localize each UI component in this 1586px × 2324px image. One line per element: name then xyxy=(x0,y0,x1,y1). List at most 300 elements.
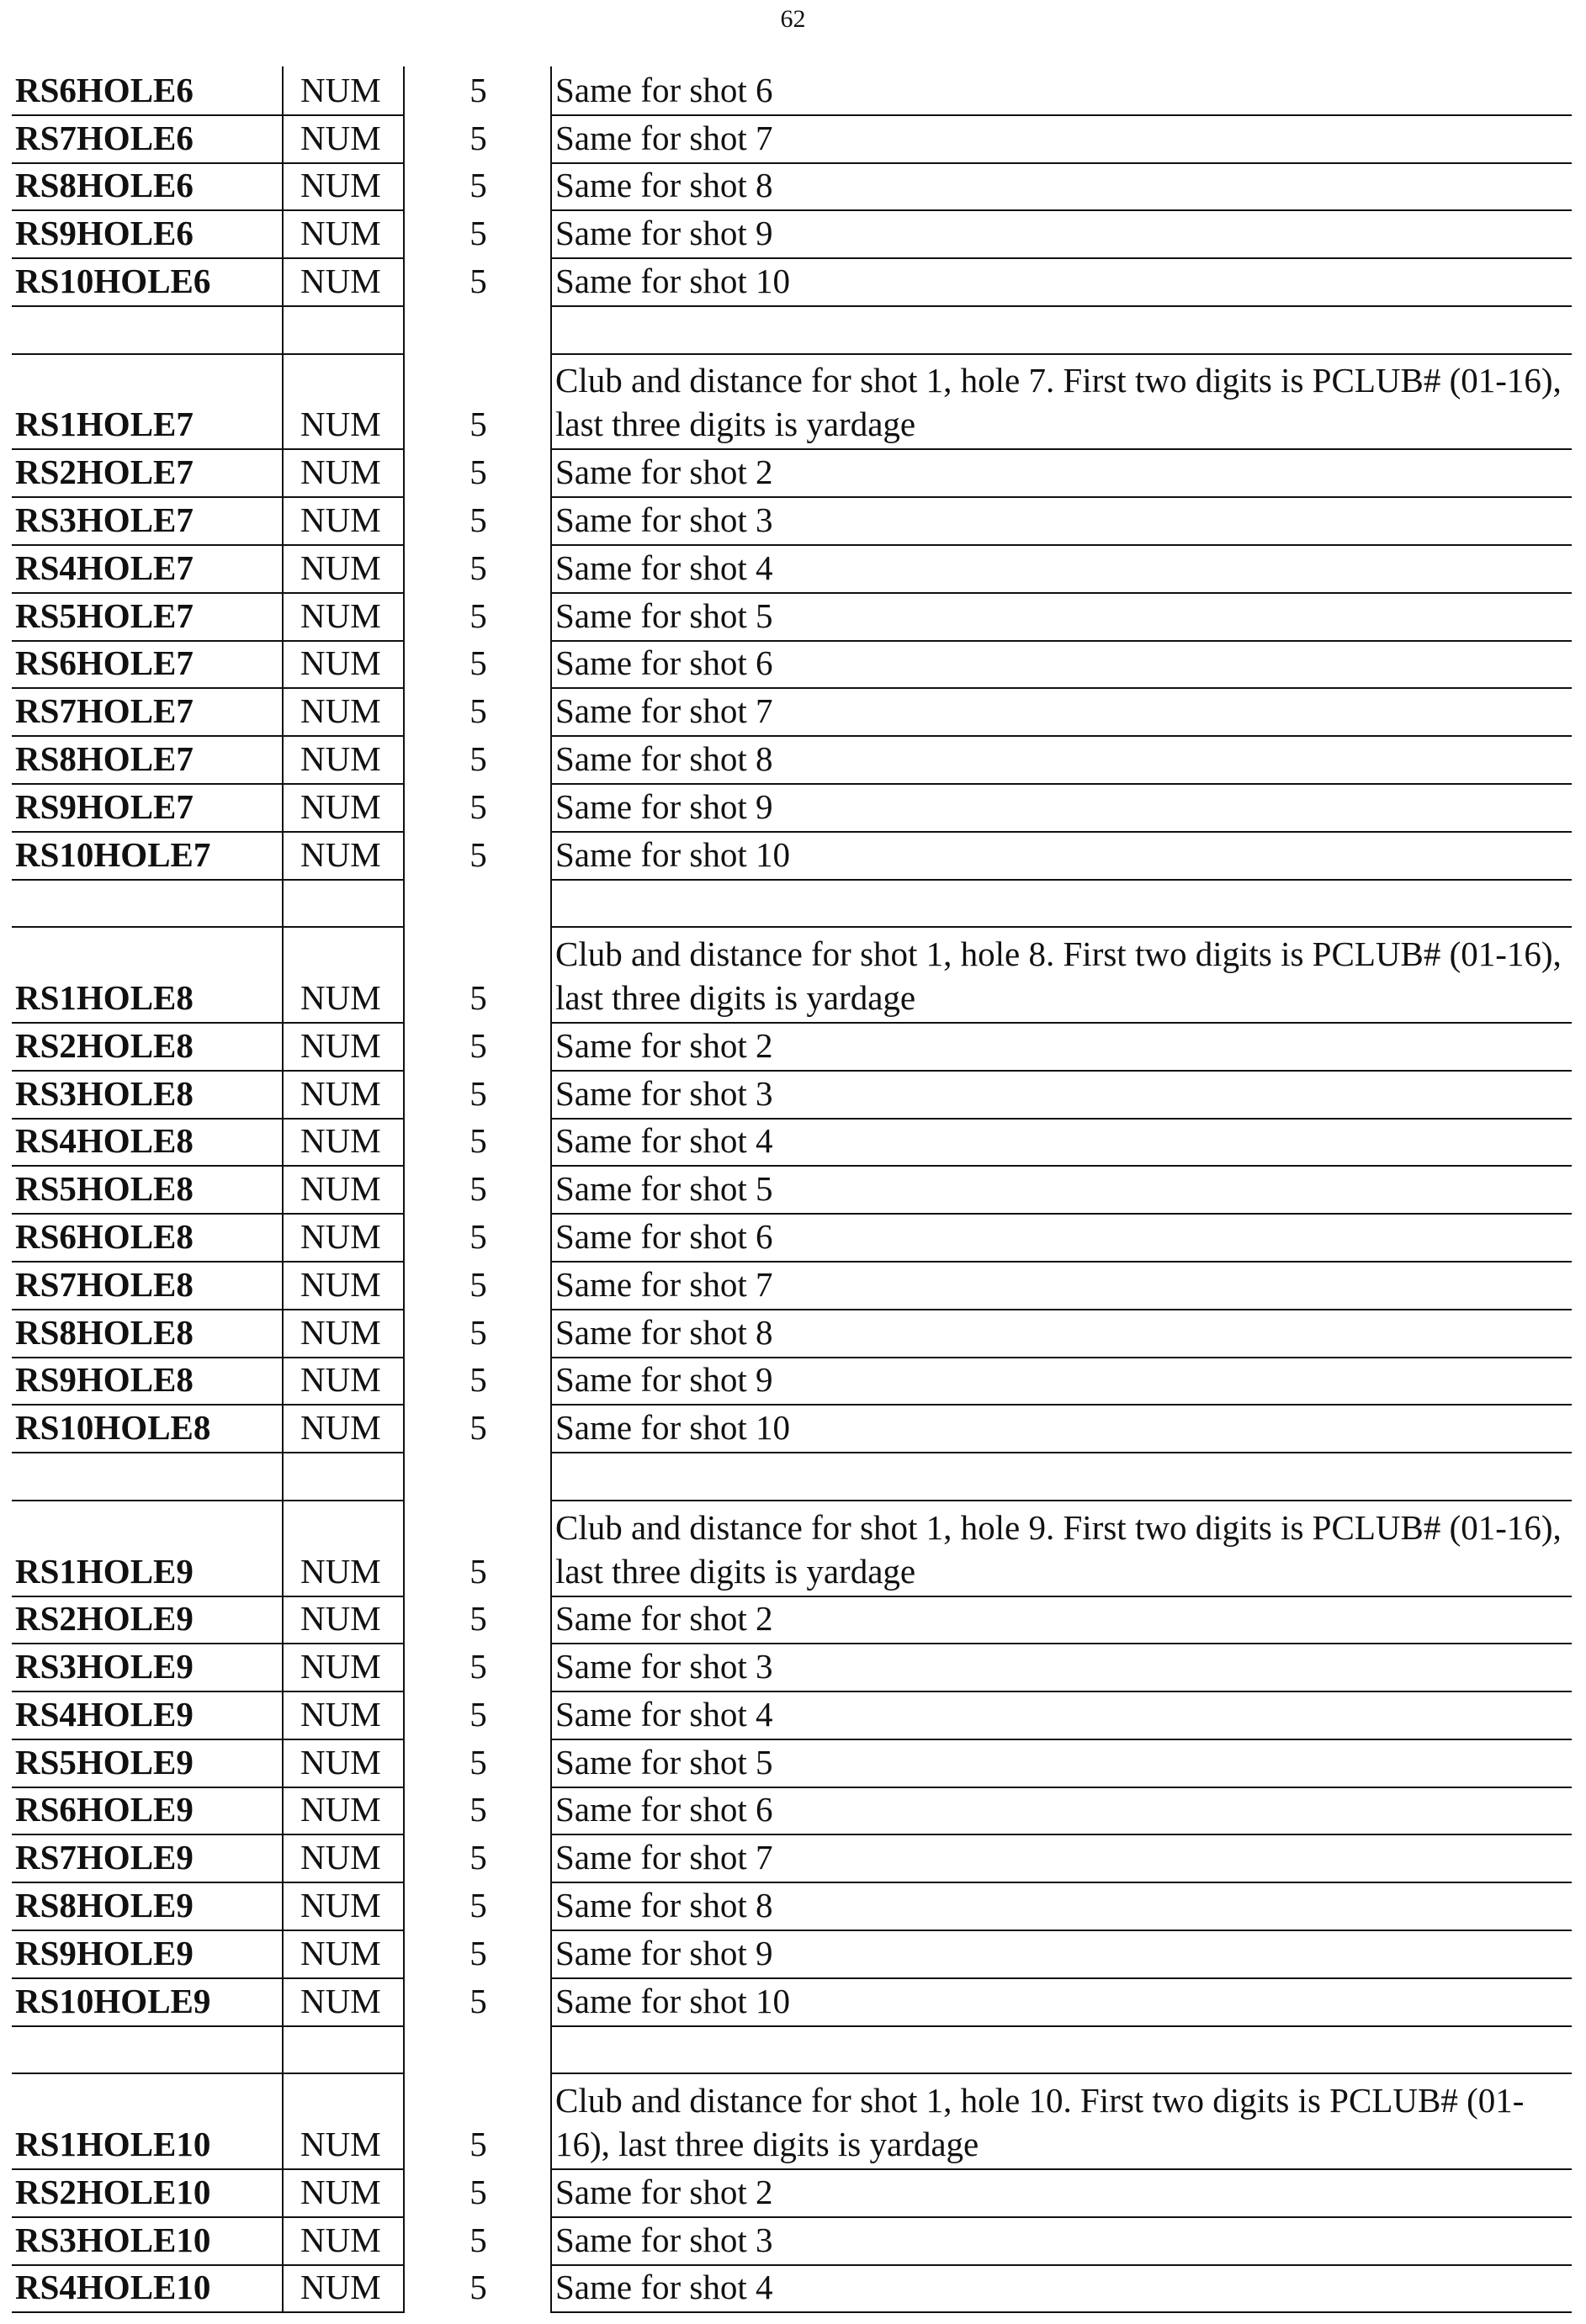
field-name-cell xyxy=(12,2073,282,2170)
type-cell xyxy=(282,1357,405,1406)
table-row xyxy=(12,209,1570,257)
field-name-cell xyxy=(12,1452,282,1501)
description-cell-text: Club and distance for shot 1, hole 8. First two digits is PCLUB# (01-16), last three digits is yardage xyxy=(555,934,1562,1017)
description-cell xyxy=(550,496,1572,546)
type-cell xyxy=(282,1118,405,1167)
length-cell-text: 5 xyxy=(469,834,487,874)
type-cell-text: NUM xyxy=(300,834,381,874)
table-row xyxy=(12,1787,1570,1834)
type-cell-text: NUM xyxy=(300,1073,381,1113)
length-cell-text: 5 xyxy=(469,1742,487,1781)
field-name-cell xyxy=(12,1213,282,1263)
field-name-cell-text: RS2HOLE7 xyxy=(15,453,194,492)
field-name-cell-text: RS4HOLE9 xyxy=(15,1694,194,1734)
length-cell xyxy=(403,1596,552,1644)
length-cell xyxy=(403,1643,552,1691)
type-cell xyxy=(282,114,405,164)
length-cell-text: 5 xyxy=(469,1694,487,1734)
type-cell xyxy=(282,2216,405,2266)
length-cell xyxy=(403,1261,552,1309)
description-cell xyxy=(550,209,1572,259)
length-cell-text: 5 xyxy=(469,2172,487,2211)
field-name-cell xyxy=(12,926,282,1024)
description-cell-text: Same for shot 7 xyxy=(555,1264,773,1304)
description-cell xyxy=(550,1213,1572,1263)
type-cell xyxy=(282,2168,405,2218)
description-cell-text: Same for shot 2 xyxy=(555,1599,773,1638)
description-cell-text: Same for shot 7 xyxy=(555,691,773,731)
field-name-cell-text: RS8HOLE8 xyxy=(15,1312,194,1352)
field-name-cell xyxy=(12,1787,282,1836)
length-cell-text: 5 xyxy=(469,1886,487,1925)
description-cell-text: Same for shot 9 xyxy=(555,1360,773,1400)
description-cell xyxy=(550,2264,1572,2314)
length-cell-text: 5 xyxy=(469,738,487,778)
description-cell-text: Same for shot 2 xyxy=(555,2172,773,2211)
spacer-row xyxy=(12,2025,1570,2073)
description-cell-text: Same for shot 9 xyxy=(555,786,773,826)
type-cell-text: NUM xyxy=(300,2125,381,2164)
page-number: 62 xyxy=(780,5,806,33)
description-cell-text: Same for shot 5 xyxy=(555,1169,773,1209)
description-cell xyxy=(550,353,1572,451)
table-row xyxy=(12,1261,1570,1309)
type-cell-text: NUM xyxy=(300,405,381,444)
description-cell xyxy=(550,1070,1572,1120)
field-name-cell xyxy=(12,735,282,785)
description-cell xyxy=(550,305,1572,355)
description-cell xyxy=(550,544,1572,594)
type-cell-text: NUM xyxy=(300,1312,381,1352)
description-cell-text: Club and distance for shot 1, hole 7. First two digits is PCLUB# (01-16), last three digits is yardage xyxy=(555,361,1562,444)
field-name-cell-text: RS6HOLE8 xyxy=(15,1216,194,1256)
table-row xyxy=(12,926,1570,1022)
table-row xyxy=(12,783,1570,831)
type-cell xyxy=(282,926,405,1024)
type-cell xyxy=(282,544,405,594)
field-name-cell xyxy=(12,448,282,498)
table-row xyxy=(12,2216,1570,2264)
description-cell xyxy=(550,66,1572,116)
field-name-cell xyxy=(12,257,282,307)
field-name-cell-text: RS7HOLE8 xyxy=(15,1264,194,1304)
type-cell xyxy=(282,496,405,546)
table-row xyxy=(12,257,1570,305)
field-name-cell xyxy=(12,353,282,451)
length-cell-text: 5 xyxy=(469,548,487,587)
description-cell xyxy=(550,1643,1572,1692)
length-cell-text: 5 xyxy=(469,1264,487,1304)
table-row xyxy=(12,1070,1570,1118)
description-cell-text: Same for shot 10 xyxy=(555,261,790,300)
description-cell-text: Same for shot 3 xyxy=(555,1647,773,1686)
length-cell xyxy=(403,1500,552,1596)
field-name-cell xyxy=(12,209,282,259)
type-cell xyxy=(282,735,405,785)
spacer-row xyxy=(12,879,1570,927)
table-row xyxy=(12,1930,1570,1977)
length-cell xyxy=(403,735,552,783)
length-cell-text: 5 xyxy=(469,1312,487,1352)
type-cell-text: NUM xyxy=(300,500,381,539)
table-row xyxy=(12,1977,1570,2025)
type-cell-text: NUM xyxy=(300,786,381,826)
field-name-cell-text: RS3HOLE8 xyxy=(15,1073,194,1113)
field-name-cell xyxy=(12,1357,282,1406)
table-row xyxy=(12,1118,1570,1166)
field-name-cell xyxy=(12,2025,282,2075)
description-cell xyxy=(550,783,1572,833)
type-cell xyxy=(282,592,405,642)
type-cell xyxy=(282,1643,405,1692)
table-row xyxy=(12,1165,1570,1213)
description-cell-text: Same for shot 10 xyxy=(555,1408,790,1448)
type-cell-text: NUM xyxy=(300,214,381,253)
type-cell-text: NUM xyxy=(300,1838,381,1877)
type-cell xyxy=(282,2025,405,2075)
type-cell-text: NUM xyxy=(300,1790,381,1829)
field-name-cell xyxy=(12,1691,282,1740)
type-cell xyxy=(282,1930,405,1979)
length-cell xyxy=(403,114,552,162)
length-cell-text: 5 xyxy=(469,786,487,826)
table-row xyxy=(12,2073,1570,2168)
field-name-cell-text: RS1HOLE10 xyxy=(15,2125,211,2164)
description-cell xyxy=(550,1930,1572,1979)
table-row xyxy=(12,1739,1570,1787)
description-cell-text: Same for shot 7 xyxy=(555,118,773,157)
length-cell-text: 5 xyxy=(469,1933,487,1972)
field-name-cell-text: RS4HOLE10 xyxy=(15,2268,211,2307)
length-cell xyxy=(403,1404,552,1452)
description-cell-text: Same for shot 3 xyxy=(555,500,773,539)
description-cell xyxy=(550,162,1572,212)
type-cell-text: NUM xyxy=(300,1408,381,1448)
field-name-cell xyxy=(12,1643,282,1692)
type-cell-text: NUM xyxy=(300,261,381,300)
length-cell-text: 5 xyxy=(469,1551,487,1591)
description-cell xyxy=(550,2025,1572,2075)
type-cell-text: NUM xyxy=(300,1216,381,1256)
field-name-cell xyxy=(12,544,282,594)
field-name-cell xyxy=(12,1070,282,1120)
table-row xyxy=(12,1834,1570,1882)
description-cell xyxy=(550,1787,1572,1836)
description-cell xyxy=(550,1834,1572,1883)
table-row xyxy=(12,1882,1570,1930)
type-cell-text: NUM xyxy=(300,1886,381,1925)
field-name-cell xyxy=(12,162,282,212)
field-name-cell xyxy=(12,1261,282,1310)
length-cell-text: 5 xyxy=(469,1647,487,1686)
type-cell-text: NUM xyxy=(300,2172,381,2211)
field-name-cell xyxy=(12,1500,282,1597)
length-cell-text: 5 xyxy=(469,1981,487,2020)
field-name-cell-text: RS8HOLE6 xyxy=(15,166,194,205)
table-row xyxy=(12,353,1570,449)
type-cell xyxy=(282,783,405,833)
description-cell-text: Same for shot 5 xyxy=(555,596,773,635)
description-cell-text: Club and distance for shot 1, hole 10. First two digits is PCLUB# (01-16), last three digits is yardage xyxy=(555,2081,1525,2164)
table-row xyxy=(12,66,1570,114)
description-cell-text: Same for shot 6 xyxy=(555,1790,773,1829)
table-row xyxy=(12,2264,1570,2312)
table-row xyxy=(12,735,1570,783)
length-cell-text: 5 xyxy=(469,2220,487,2259)
description-cell xyxy=(550,592,1572,642)
description-cell xyxy=(550,1118,1572,1167)
type-cell-text: NUM xyxy=(300,118,381,157)
description-cell-text: Same for shot 3 xyxy=(555,1073,773,1113)
description-cell xyxy=(550,2168,1572,2218)
description-cell-text: Same for shot 4 xyxy=(555,2268,773,2307)
field-name-cell-text: RS8HOLE9 xyxy=(15,1886,194,1925)
field-name-cell-text: RS2HOLE8 xyxy=(15,1025,194,1065)
description-cell-text: Same for shot 3 xyxy=(555,2220,773,2259)
length-cell xyxy=(403,353,552,449)
type-cell xyxy=(282,2073,405,2170)
field-name-cell xyxy=(12,1977,282,2027)
description-cell-text: Same for shot 10 xyxy=(555,1981,790,2020)
length-cell-text: 5 xyxy=(469,261,487,300)
description-cell-text: Same for shot 4 xyxy=(555,548,773,587)
type-cell-text: NUM xyxy=(300,977,381,1017)
field-name-cell-text: RS6HOLE7 xyxy=(15,643,194,683)
description-cell xyxy=(550,735,1572,785)
field-name-cell xyxy=(12,1404,282,1453)
type-cell-text: NUM xyxy=(300,738,381,778)
type-cell xyxy=(282,1213,405,1263)
field-name-cell-text: RS4HOLE8 xyxy=(15,1121,194,1161)
type-cell-text: NUM xyxy=(300,1264,381,1304)
field-name-cell xyxy=(12,640,282,690)
type-cell xyxy=(282,1070,405,1120)
length-cell xyxy=(403,926,552,1022)
description-cell-text: Same for shot 2 xyxy=(555,1025,773,1065)
type-cell-text: NUM xyxy=(300,1981,381,2020)
table-row xyxy=(12,2168,1570,2216)
field-name-cell-text: RS5HOLE8 xyxy=(15,1169,194,1209)
field-name-cell-text: RS10HOLE6 xyxy=(15,261,211,300)
type-cell-text: NUM xyxy=(300,548,381,587)
description-cell xyxy=(550,1309,1572,1358)
description-cell xyxy=(550,1165,1572,1215)
length-cell xyxy=(403,305,552,353)
length-cell-text: 5 xyxy=(469,2268,487,2307)
field-name-cell-text: RS7HOLE7 xyxy=(15,691,194,731)
type-cell xyxy=(282,66,405,116)
field-name-cell xyxy=(12,2264,282,2314)
description-cell xyxy=(550,1882,1572,1931)
length-cell xyxy=(403,592,552,640)
table-row xyxy=(12,162,1570,210)
table-row xyxy=(12,831,1570,879)
length-cell-text: 5 xyxy=(469,2125,487,2164)
type-cell xyxy=(282,2264,405,2314)
description-cell-text: Same for shot 6 xyxy=(555,1216,773,1256)
description-cell-text: Same for shot 9 xyxy=(555,214,773,253)
type-cell xyxy=(282,1309,405,1358)
description-cell-text: Same for shot 2 xyxy=(555,453,773,492)
description-cell xyxy=(550,1022,1572,1072)
table-row xyxy=(12,1213,1570,1261)
field-name-cell xyxy=(12,66,282,116)
type-cell xyxy=(282,1022,405,1072)
description-cell-text: Same for shot 6 xyxy=(555,70,773,109)
length-cell xyxy=(403,1930,552,1977)
table-row xyxy=(12,592,1570,640)
field-name-cell-text: RS1HOLE7 xyxy=(15,405,194,444)
type-cell xyxy=(282,162,405,212)
description-cell xyxy=(550,1500,1572,1597)
description-cell xyxy=(550,2216,1572,2266)
table-row xyxy=(12,687,1570,735)
description-cell xyxy=(550,257,1572,307)
description-cell xyxy=(550,448,1572,498)
field-name-cell xyxy=(12,831,282,881)
type-cell xyxy=(282,353,405,451)
length-cell xyxy=(403,879,552,927)
type-cell xyxy=(282,687,405,737)
type-cell xyxy=(282,1452,405,1501)
spacer-row xyxy=(12,1452,1570,1500)
table-row xyxy=(12,1500,1570,1596)
type-cell xyxy=(282,1691,405,1740)
table-row xyxy=(12,640,1570,688)
type-cell-text: NUM xyxy=(300,1694,381,1734)
length-cell xyxy=(403,257,552,305)
type-cell-text: NUM xyxy=(300,1121,381,1161)
description-cell-text: Same for shot 7 xyxy=(555,1838,773,1877)
type-cell xyxy=(282,209,405,259)
field-name-cell-text: RS10HOLE7 xyxy=(15,834,211,874)
field-table xyxy=(12,66,1570,2311)
length-cell-text: 5 xyxy=(469,453,487,492)
description-cell xyxy=(550,1404,1572,1453)
length-cell-text: 5 xyxy=(469,214,487,253)
length-cell xyxy=(403,1213,552,1261)
field-name-cell xyxy=(12,114,282,164)
length-cell xyxy=(403,1070,552,1118)
type-cell-text: NUM xyxy=(300,691,381,731)
type-cell xyxy=(282,831,405,881)
length-cell xyxy=(403,1022,552,1070)
length-cell xyxy=(403,1118,552,1166)
type-cell-text: NUM xyxy=(300,1360,381,1400)
field-name-cell-text: RS3HOLE7 xyxy=(15,500,194,539)
field-name-cell xyxy=(12,1930,282,1979)
length-cell-text: 5 xyxy=(469,977,487,1017)
description-cell xyxy=(550,1452,1572,1501)
length-cell-text: 5 xyxy=(469,1360,487,1400)
description-cell xyxy=(550,114,1572,164)
field-name-cell-text: RS1HOLE9 xyxy=(15,1551,194,1591)
type-cell-text: NUM xyxy=(300,596,381,635)
description-cell xyxy=(550,1977,1572,2027)
length-cell xyxy=(403,544,552,592)
table-row xyxy=(12,448,1570,496)
length-cell xyxy=(403,1787,552,1834)
length-cell-text: 5 xyxy=(469,1169,487,1209)
length-cell-text: 5 xyxy=(469,118,487,157)
length-cell-text: 5 xyxy=(469,596,487,635)
table-row xyxy=(12,114,1570,162)
length-cell xyxy=(403,496,552,544)
table-row xyxy=(12,1596,1570,1644)
field-name-cell-text: RS7HOLE6 xyxy=(15,118,194,157)
description-cell-text: Same for shot 8 xyxy=(555,166,773,205)
length-cell-text: 5 xyxy=(469,1216,487,1256)
field-name-cell xyxy=(12,687,282,737)
field-name-cell-text: RS2HOLE9 xyxy=(15,1599,194,1638)
type-cell xyxy=(282,257,405,307)
type-cell-text: NUM xyxy=(300,1742,381,1781)
type-cell xyxy=(282,1261,405,1310)
length-cell xyxy=(403,2073,552,2168)
type-cell-text: NUM xyxy=(300,2220,381,2259)
description-cell-text: Same for shot 10 xyxy=(555,834,790,874)
field-name-cell-text: RS9HOLE6 xyxy=(15,214,194,253)
type-cell xyxy=(282,1882,405,1931)
length-cell xyxy=(403,448,552,496)
field-name-cell-text: RS6HOLE6 xyxy=(15,70,194,109)
type-cell xyxy=(282,305,405,355)
length-cell xyxy=(403,687,552,735)
description-cell xyxy=(550,1261,1572,1310)
field-name-cell xyxy=(12,1309,282,1358)
length-cell xyxy=(403,2168,552,2216)
length-cell-text: 5 xyxy=(469,405,487,444)
field-name-cell-text: RS6HOLE9 xyxy=(15,1790,194,1829)
type-cell-text: NUM xyxy=(300,643,381,683)
type-cell-text: NUM xyxy=(300,1933,381,1972)
field-name-cell-text: RS10HOLE8 xyxy=(15,1408,211,1448)
type-cell-text: NUM xyxy=(300,166,381,205)
field-name-cell xyxy=(12,496,282,546)
field-name-cell-text: RS3HOLE10 xyxy=(15,2220,211,2259)
type-cell xyxy=(282,1787,405,1836)
type-cell-text: NUM xyxy=(300,2268,381,2307)
table-row xyxy=(12,544,1570,592)
length-cell xyxy=(403,1882,552,1930)
type-cell xyxy=(282,1500,405,1597)
description-cell xyxy=(550,831,1572,881)
description-cell xyxy=(550,1596,1572,1645)
field-name-cell-text: RS10HOLE9 xyxy=(15,1981,211,2020)
description-cell-text: Same for shot 4 xyxy=(555,1121,773,1161)
field-name-cell-text: RS5HOLE9 xyxy=(15,1742,194,1781)
field-name-cell xyxy=(12,1022,282,1072)
length-cell xyxy=(403,1691,552,1739)
length-cell xyxy=(403,209,552,257)
length-cell-text: 5 xyxy=(469,1121,487,1161)
description-cell-text: Same for shot 4 xyxy=(555,1694,773,1734)
table-row xyxy=(12,1691,1570,1739)
table-row xyxy=(12,1404,1570,1452)
type-cell xyxy=(282,448,405,498)
field-name-cell-text: RS4HOLE7 xyxy=(15,548,194,587)
description-cell xyxy=(550,879,1572,929)
length-cell xyxy=(403,1357,552,1405)
length-cell xyxy=(403,1165,552,1213)
type-cell-text: NUM xyxy=(300,70,381,109)
table-row xyxy=(12,1309,1570,1357)
field-name-cell-text: RS3HOLE9 xyxy=(15,1647,194,1686)
field-name-cell xyxy=(12,1118,282,1167)
table-row xyxy=(12,1022,1570,1070)
length-cell xyxy=(403,1834,552,1882)
length-cell-text: 5 xyxy=(469,1408,487,1448)
